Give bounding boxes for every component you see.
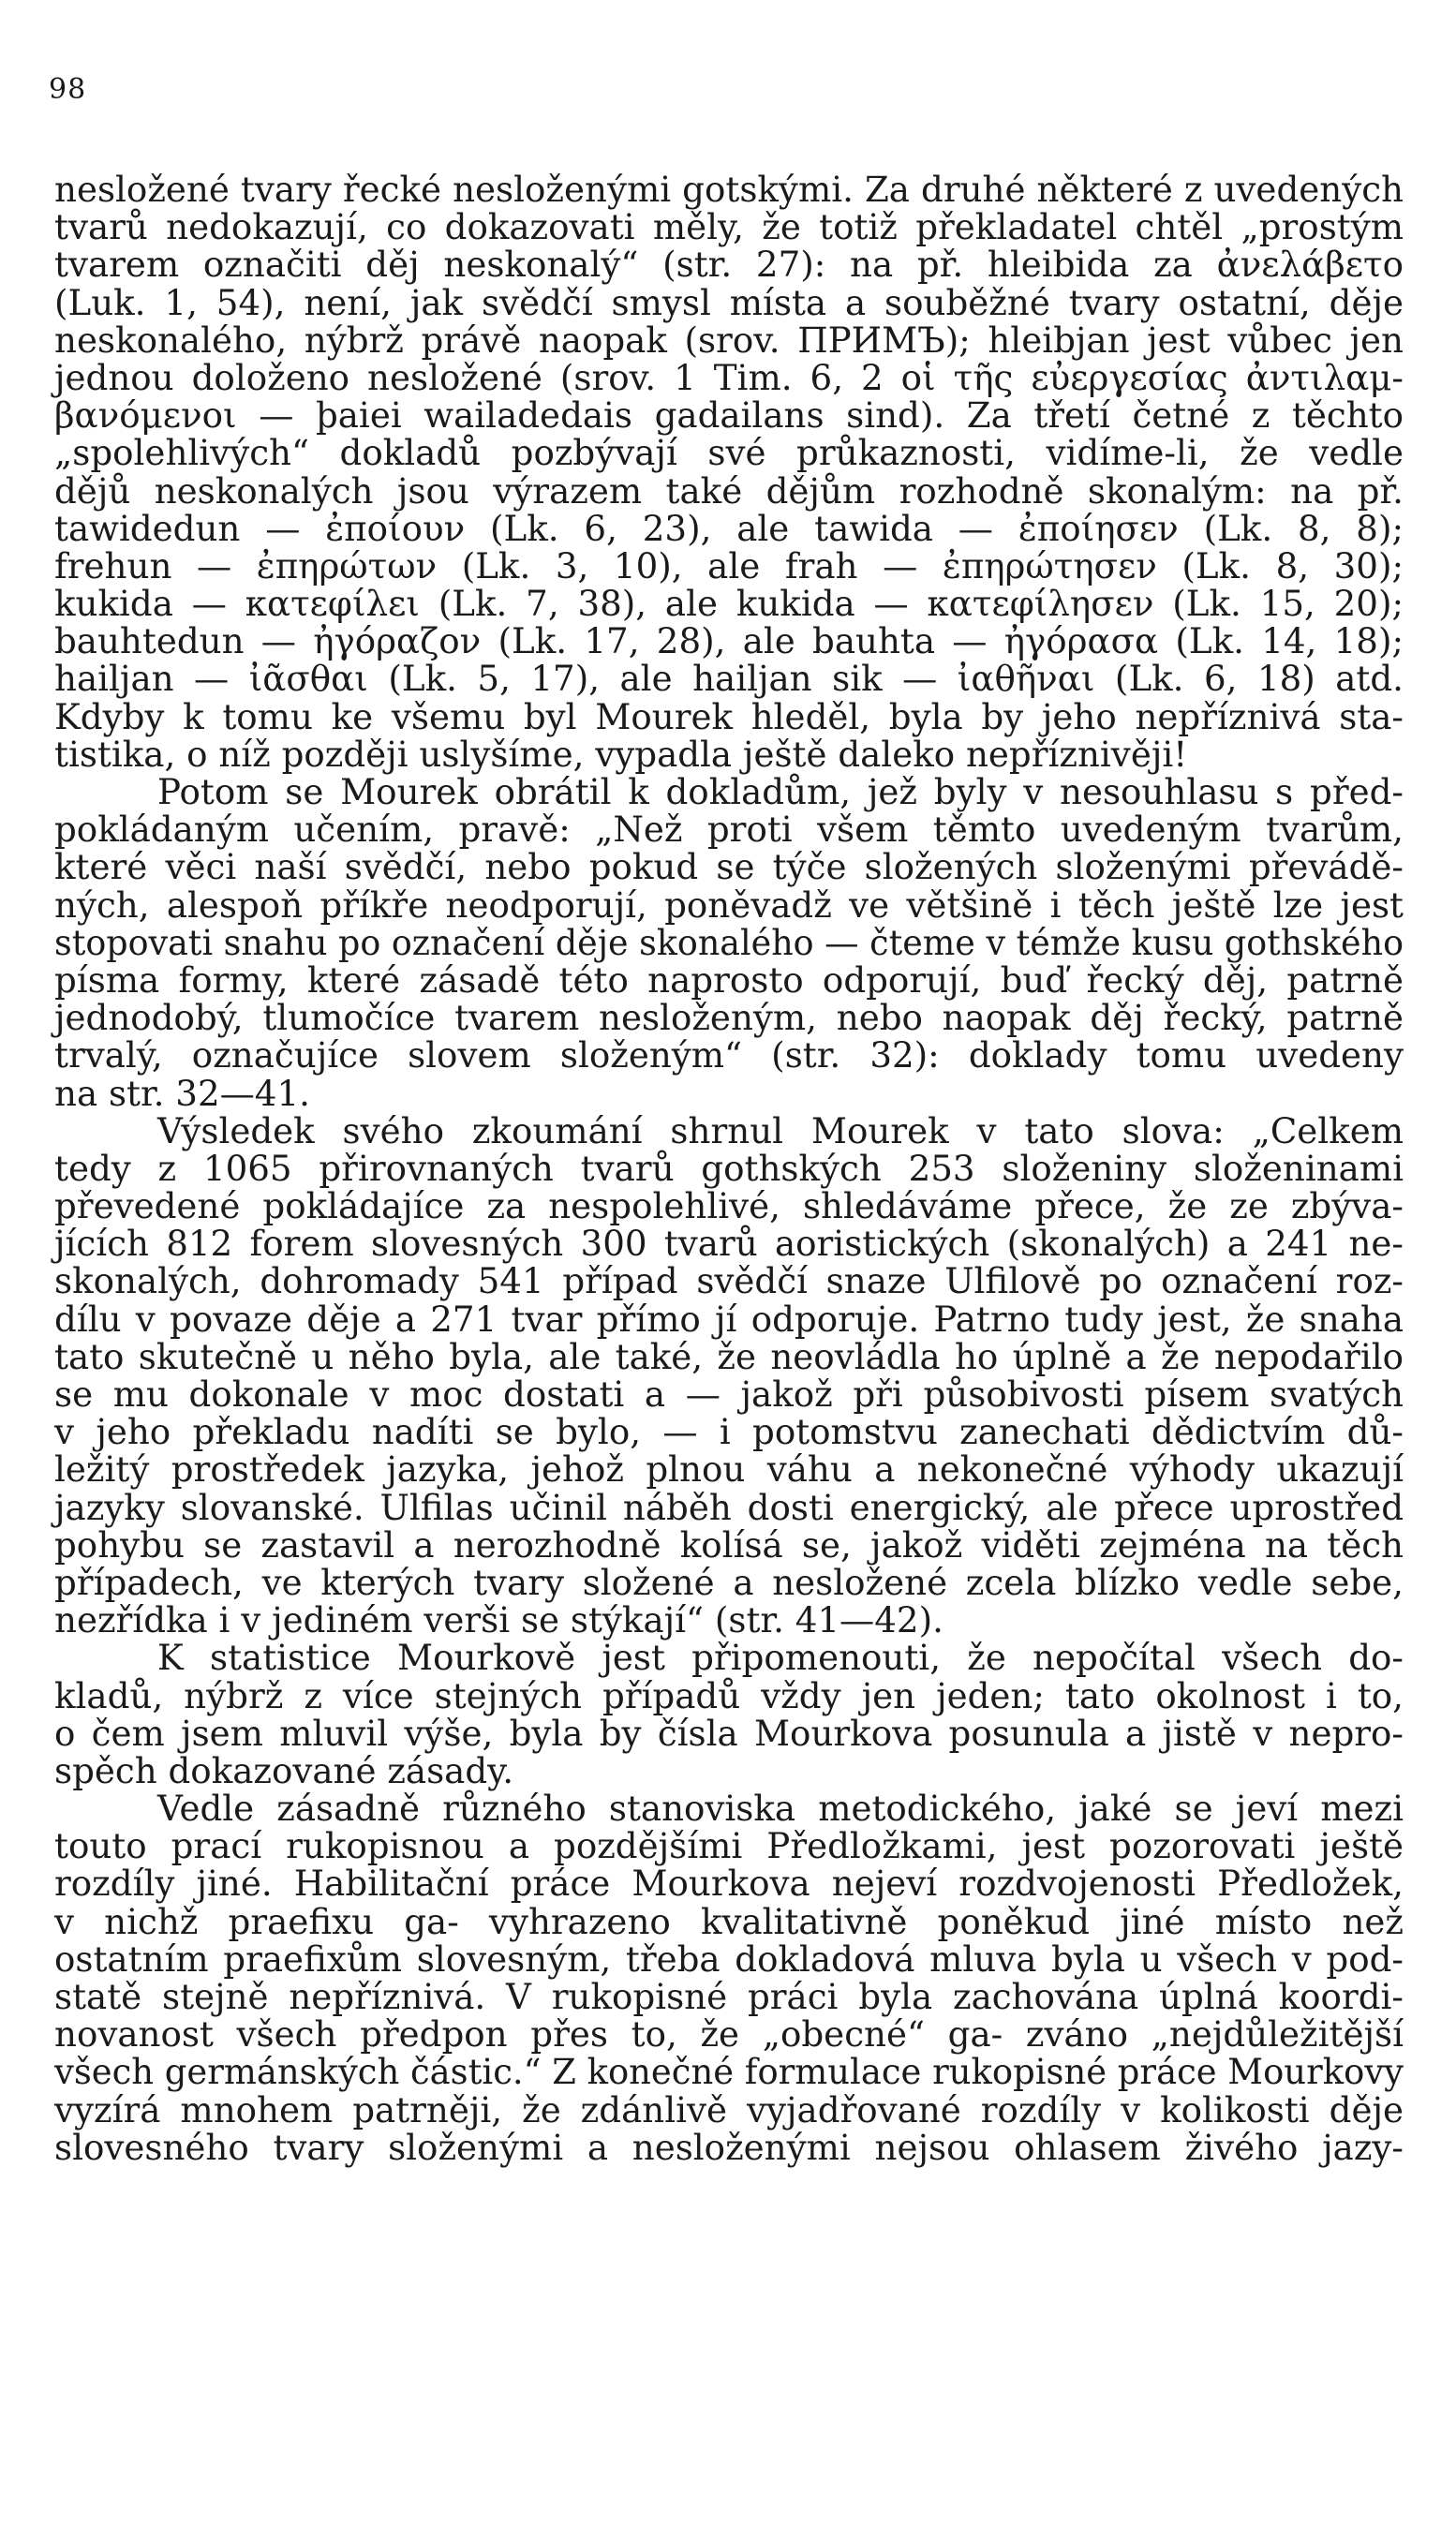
text-line: případech, ve kterých tvary složené a nesložené zcela blízko vedle sebe, bbox=[54, 1561, 1404, 1603]
text-line: tistika, o níž později uslyšíme, vypadla ještě daleko nepříznivěji! bbox=[54, 733, 1188, 775]
text-line: ných, alespoň příkře neodporují, poněvadž ve většině i těch ještě lze jest bbox=[54, 883, 1404, 926]
text-line: slovesného tvary složenými a nesloženými nejsou ohlasem živého jazy- bbox=[54, 2126, 1404, 2168]
text-line: pohybu se zastavil a nerozhodně kolísá se, jakož viděti zejména na těch bbox=[54, 1523, 1404, 1566]
text-line: bauhtedun — ἠγόραζον (Lk. 17, 28), ale bauhta — ἠγόρασα (Lk. 14, 18); bbox=[54, 620, 1404, 662]
text-line: frehun — ἐπηρώτων (Lk. 3, 10), ale frah — ἐπηρώτησεν (Lk. 8, 30); bbox=[54, 544, 1404, 586]
text-line: tawidedun — ἐποίουν (Lk. 6, 23), ale tawida — ἐποίησεν (Lk. 8, 8); bbox=[54, 507, 1404, 549]
text-line: Potom se Mourek obrátil k dokladům, jež byly v nesouhlasu s před- bbox=[157, 771, 1404, 812]
text-line: novanost všech předpon přes to, že „obecné“ ga- zváno „nejdůležitější bbox=[54, 2013, 1404, 2056]
text-line: dílu v povaze děje a 271 tvar přímo jí odporuje. Patrno tudy jest, že snaha bbox=[54, 1298, 1404, 1340]
text-line: „spolehlivých“ dokladů pozbývají své průkaznosti, vidíme-li, že vedle bbox=[54, 432, 1404, 474]
text-line: rozdíly jiné. Habilitační práce Mourkova nejeví rozdvojenosti Předložek, bbox=[54, 1863, 1404, 1905]
text-line: jazyky slovanské. Ulfilas učinil náběh dosti energický, ale přece uprostřed bbox=[54, 1486, 1404, 1528]
text-line: (Luk. 1, 54), není, jak svědčí smysl místa a souběžné tvary ostatní, děje bbox=[54, 281, 1404, 323]
text-line: dějů neskonalých jsou výrazem také dějům rozhodně skonalým: na př. bbox=[54, 469, 1404, 512]
text-line: ležitý prostředek jazyka, jehož plnou váhu a nekonečné výhody ukazují bbox=[54, 1448, 1404, 1491]
text-line: Výsledek svého zkoumání shrnul Mourek v tato slova: „Celkem bbox=[157, 1109, 1404, 1151]
body-text bbox=[54, 171, 1404, 2166]
text-line: kladů, nýbrž z více stejných případů vždy jen jeden; tato okolnost i to, bbox=[54, 1674, 1404, 1716]
text-line: tedy z 1065 přirovnaných tvarů gothských 253 složeniny složeninami bbox=[54, 1147, 1404, 1189]
text-line: neskonalého, nýbrž právě naopak (srov. ПРИМЪ); hleibjan jest vůbec jen bbox=[54, 319, 1404, 361]
text-line: tvarů nedokazují, co dokazovati měly, že totiž překladatel chtěl „prostým bbox=[54, 206, 1404, 248]
text-line: spěch dokazované zásady. bbox=[54, 1749, 514, 1791]
text-line: se mu dokonale v moc dostati a — jakož při působivosti písem svatých bbox=[54, 1373, 1404, 1415]
text-line: touto prací rukopisnou a pozdějšími Předložkami, jest pozorovati ještě bbox=[54, 1825, 1404, 1867]
text-line: skonalých, dohromady 541 případ svědčí snaze Ulfilově po označení roz- bbox=[54, 1260, 1404, 1302]
text-line: jednodobý, tlumočíce tvarem nesloženým, nebo naopak děj řecký, patrně bbox=[54, 997, 1404, 1039]
text-line: v jeho překladu nadíti se bylo, — i potomstvu zanechati dědictvím dů- bbox=[54, 1411, 1404, 1453]
text-line: pokládaným učením, pravě: „Než proti všem těmto uvedeným tvarům, bbox=[54, 809, 1404, 851]
text-line: nezřídka i v jediném verši se stýkají“ (str. 41—42). bbox=[54, 1599, 943, 1641]
text-line: které věci naší svědčí, nebo pokud se týče složených složenými převádě- bbox=[54, 846, 1404, 888]
text-line: βανόμενοι — þaiei wailadedais gadailans sind). Za třetí četné z těchto bbox=[54, 394, 1404, 437]
text-line: nesložené tvary řecké nesloženými gotskými. Za druhé některé z uvedených bbox=[54, 169, 1404, 210]
text-line: trvalý, označujíce slovem složeným“ (str. 32): doklady tomu uvedeny bbox=[54, 1034, 1404, 1076]
text-line: Vedle zásadně různého stanoviska metodického, jaké se jeví mezi bbox=[157, 1788, 1404, 1830]
text-line: hailjan — ἰᾶσθαι (Lk. 5, 17), ale hailjan sik — ἰαθῆναι (Lk. 6, 18) atd. bbox=[54, 658, 1404, 700]
text-line: stopovati snahu po označení děje skonalého — čteme v témže kusu gothského bbox=[54, 921, 1404, 963]
page-number: 98 bbox=[49, 73, 87, 106]
text-line: písma formy, které zásadě této naprosto odporují, buď řecký děj, patrně bbox=[54, 958, 1404, 1001]
text-line: jících 812 forem slovesných 300 tvarů aoristických (skonalých) a 241 ne- bbox=[54, 1223, 1404, 1265]
text-line: kukida — κατεφίλει (Lk. 7, 38), ale kukida — κατεφίλησεν (Lk. 15, 20); bbox=[54, 583, 1404, 625]
text-line: na str. 32—41. bbox=[54, 1072, 310, 1114]
text-line: tvarem označiti děj neskonalý“ (str. 27): na př. hleibida za ἀνελάβετο bbox=[54, 244, 1404, 286]
text-line: převedené pokládajíce za nespolehlivé, shledáváme přece, že ze zbýva- bbox=[54, 1185, 1404, 1227]
text-line: Kdyby k tomu ke všemu byl Mourek hleděl, byla by jeho nepříznivá sta- bbox=[54, 695, 1404, 737]
text-line: vyzírá mnohem patrněji, že zdánlivě vyjadřované rozdíly v kolikosti děje bbox=[54, 2088, 1404, 2131]
text-line: K statistice Mourkově jest připomenouti, že nepočítal všech do- bbox=[157, 1637, 1404, 1679]
text-line: tato skutečně u něho byla, ale také, že neovládla ho úplně a že nepodařilo bbox=[54, 1335, 1404, 1377]
text-line: jednou doloženo nesložené (srov. 1 Tim. 6, 2 οἱ τῆς εὐεργεσίας ἀντιλαμ- bbox=[54, 356, 1404, 398]
text-line: statě stejně nepříznivá. V rukopisné práci byla zachována úplná koordi- bbox=[54, 1976, 1404, 2017]
text-line: ostatním praefixům slovesným, třeba dokladová mluva byla u všech v pod- bbox=[54, 1938, 1404, 1980]
text-line: všech germánských částic.“ Z konečné formulace rukopisné práce Mourkovy bbox=[54, 2051, 1404, 2093]
text-line: v nichž praefixu ga- vyhrazeno kvalitativně poněkud jiné místo než bbox=[54, 1900, 1404, 1942]
text-line: o čem jsem mluvil výše, byla by čísla Mourkova posunula a jistě v nepro- bbox=[54, 1712, 1404, 1754]
